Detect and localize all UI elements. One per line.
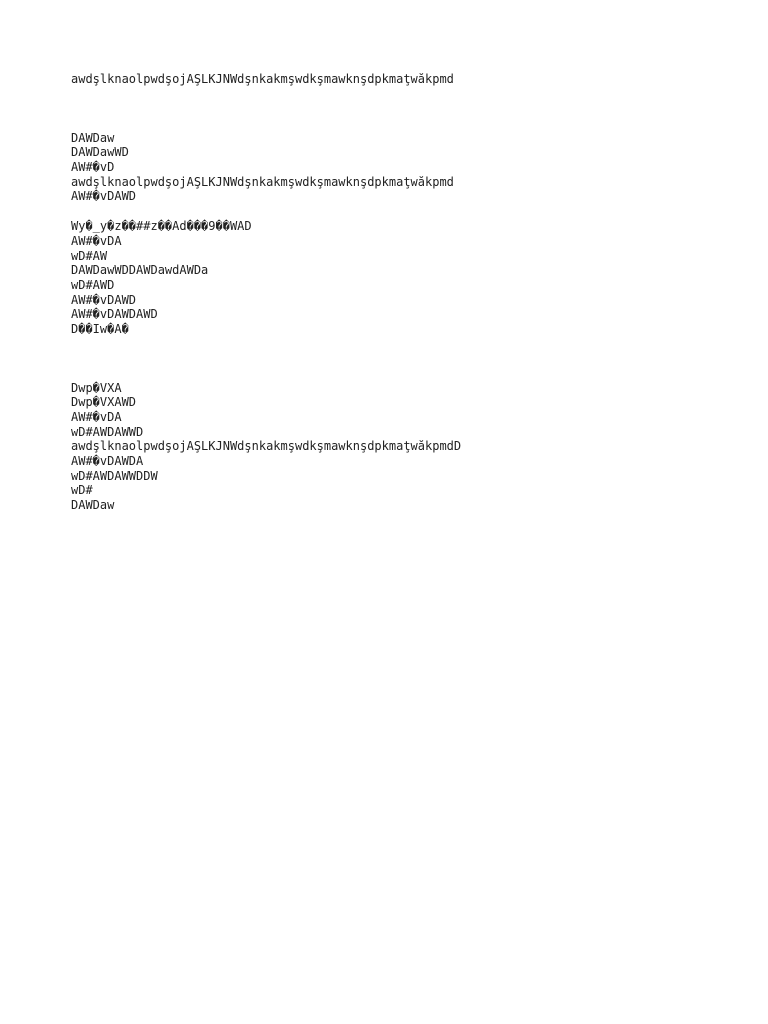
text-block-1 [71, 131, 731, 204]
text-line: AW#�vDAWDAWD [71, 307, 158, 322]
text-line: Dwp�VXAWD [71, 395, 137, 410]
text-line: DAWDawWDDAWDawdAWDa [71, 263, 209, 278]
text-line: D��Iw�A� [71, 321, 129, 336]
text-line: AW#�vDAWD [71, 189, 137, 204]
text-line: awdşlknaolpwdşojAŞLKJNWdşnkakmşwdkşmawknşdpkmaţwăkpmd [71, 174, 454, 189]
text-line: AW#�vD [71, 160, 115, 175]
text-line: wD#AWDAWWD [71, 424, 144, 439]
text-line: wD#AWDAWWDDW [71, 468, 158, 483]
text-line: Wy�_y�z��##z��Ad���9��WAD [71, 219, 252, 234]
text-line: Dwp�VXA [71, 380, 122, 395]
header-line: awdşlknaolpwdşojAŞLKJNWdşnkakmşwdkşmawknşdpkmaţwăkpmd [71, 72, 454, 86]
text-line: DAWDawWD [71, 145, 129, 160]
text-block-3 [71, 381, 731, 513]
text-line: awdşlknaolpwdşojAŞLKJNWdşnkakmşwdkşmawknşdpkmaţwăkpmdD [71, 439, 462, 454]
text-line: DAWDaw [71, 498, 115, 513]
text-line: AW#�vDA [71, 233, 122, 248]
text-block-2 [71, 219, 731, 337]
spacer [71, 337, 731, 381]
document-page [71, 72, 731, 513]
spacer [71, 87, 731, 131]
text-line: wD#AW [71, 248, 108, 263]
text-line: AW#�vDAWD [71, 292, 137, 307]
text-line: wD# [71, 483, 93, 498]
spacer [71, 204, 731, 219]
text-line: wD#AWD [71, 277, 115, 292]
text-line: AW#�vDA [71, 410, 122, 424]
text-line: DAWDaw [71, 130, 115, 145]
text-line: AW#�vDAWDA [71, 454, 144, 469]
